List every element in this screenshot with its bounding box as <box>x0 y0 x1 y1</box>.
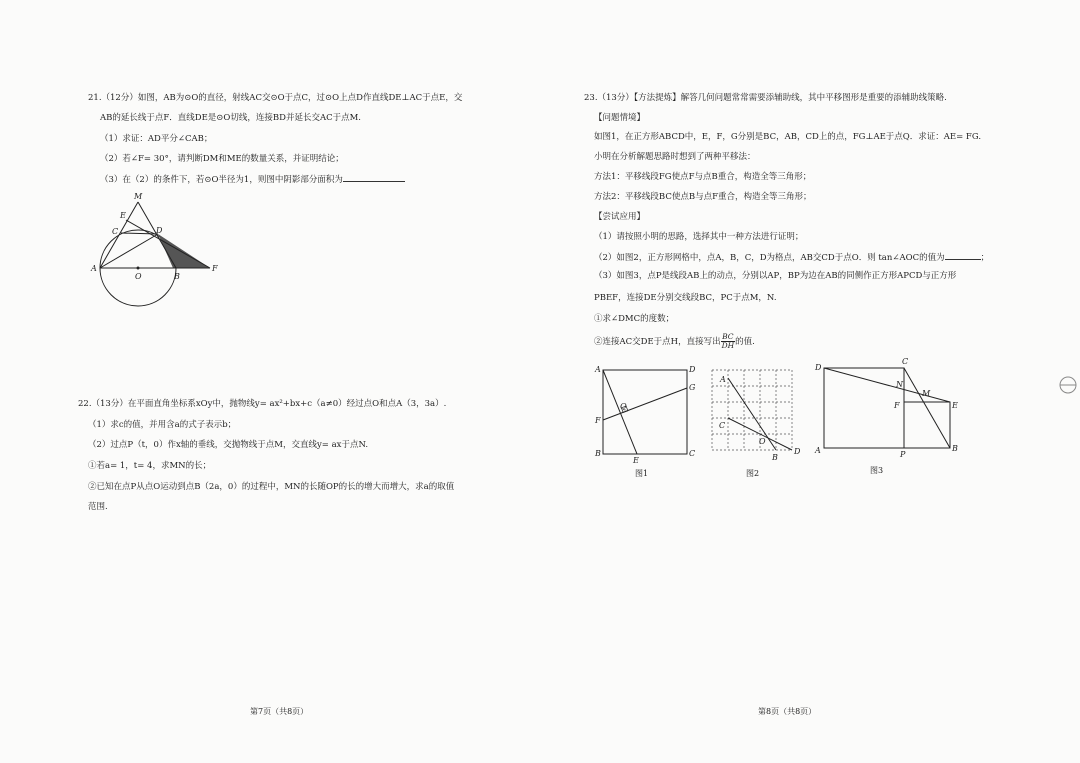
q23-title: 23.（13分）【方法提炼】解答几何问题常常需要添辅助线，其中平移图形是重要的添辅助线策略. <box>584 93 947 103</box>
figure-3 <box>812 357 972 460</box>
fig2-D: D <box>794 447 801 456</box>
fig1-A: A <box>595 365 601 374</box>
fig3-D: D <box>815 363 822 372</box>
q22-title: 22.（13分）在平面直角坐标系xOy中，抛物线y= ax²+bx+c（a≠0）经过点O和点A（3，3a）. <box>78 399 447 409</box>
q22-part2b: ②已知在点P从点O运动到点B（2a，0）的过程中，MN的长随OP的长的增大而增大，求a的取值 <box>88 482 455 492</box>
q21-part2: （2）若∠F= 30°，请判断DM和ME的数量关系，并证明结论； <box>100 154 344 164</box>
fig3-A: A <box>815 446 821 455</box>
fig3-caption: 图3 <box>870 466 884 475</box>
fraction-bc-dh <box>721 333 736 350</box>
q23-apply3-cont: PBEF，连接DE分别交线段BC，PC于点M，N. <box>594 293 777 303</box>
section-problem: 【问题情境】 <box>594 113 646 123</box>
fig1-F: F <box>595 416 601 425</box>
left-footer: 第7页（共8页） <box>250 707 309 716</box>
label-C: C <box>112 227 119 236</box>
q23-apply1: （1）请按照小明的思路，选择其中一种方法进行证明； <box>594 232 804 242</box>
fig1-B: B <box>595 449 601 458</box>
fig3-E: E <box>952 401 958 410</box>
label-M: M <box>134 192 143 201</box>
q21-figure <box>90 190 220 310</box>
fig2-B: B <box>772 453 778 462</box>
figure-1 <box>595 366 705 466</box>
label-B: B <box>174 272 180 281</box>
label-O: O <box>135 272 142 281</box>
label-E: E <box>120 211 126 220</box>
right-page <box>540 0 1080 763</box>
fig3-N: N <box>896 380 903 389</box>
q23-apply3-ii <box>594 333 755 350</box>
q21-part1: （1）求证：AD平分∠CAB； <box>100 134 213 144</box>
fig1-caption: 图1 <box>635 469 649 478</box>
q23-apply3-ii-pre: ②连接AC交DE于点H，直接写出 <box>594 337 721 347</box>
fig3-F: F <box>894 401 900 410</box>
fig1-G: G <box>689 383 696 392</box>
q23-context2: 小明在分析解题思路时想到了两种平移法： <box>594 152 756 162</box>
section-apply: 【尝试应用】 <box>594 212 646 222</box>
q23-context1: 如图1，在正方形ABCD中，E，F，G分别是BC，AB，CD上的点，FG⊥AE于点Q．求证：AE= FG. <box>594 132 982 142</box>
q22-part2: （2）过点P（t，0）作x轴的垂线，交抛物线于点M，交直线y= ax于点N. <box>88 440 369 450</box>
fig3-C: C <box>902 357 909 366</box>
fig2-A: A <box>720 375 726 384</box>
fig2-O: O <box>759 437 766 446</box>
label-A: A <box>91 264 97 273</box>
fig2-caption: 图2 <box>746 469 760 478</box>
label-F: F <box>212 264 218 273</box>
q22-part2a: ①若a= 1，t= 4，求MN的长； <box>88 461 212 471</box>
q21-part3-text: （3）在（2）的条件下，若⊙O半径为1，则图中阴影部分面积为 <box>100 175 343 185</box>
fig1-D: D <box>689 365 696 374</box>
q23-method2: 方法2：平移线段BC使点B与点F重合，构造全等三角形； <box>594 192 812 202</box>
q21-title: 21.（12分）如图，AB为⊙O的直径，射线AC交⊙O于点C，过⊙O上点D作直线DE⊥AC于点E，交 <box>88 93 463 103</box>
q23-apply2 <box>594 251 989 264</box>
fig1-C: C <box>689 449 696 458</box>
q21-line2: AB的延长线于点F．直线DE是⊙O切线，连接BD并延长交AC于点M. <box>100 113 362 123</box>
q22-part1: （1）求c的值，并用含a的式子表示b； <box>88 420 237 430</box>
answer-blank <box>343 173 405 182</box>
q23-apply2-text: （2）如图2，正方形网格中，点A，B，C，D为格点，AB交CD于点O．则 tan∠AOC的值为 <box>594 253 945 263</box>
crosshair-mark-icon <box>1058 375 1078 395</box>
fig1-E: E <box>633 456 639 465</box>
fig3-B: B <box>952 444 958 453</box>
q23-method1: 方法1：平移线段FG使点F与点B重合，构造全等三角形； <box>594 172 812 182</box>
fraction-denominator: DH <box>721 341 735 350</box>
label-D: D <box>156 226 163 235</box>
fig2-C: C <box>719 421 726 430</box>
fig3-M: M <box>922 389 931 398</box>
q23-apply3-ii-post: 的值. <box>735 337 755 347</box>
figure-2 <box>710 366 810 466</box>
fig3-P: P <box>900 450 906 459</box>
answer-blank <box>945 251 981 260</box>
q23-apply3-i: ①求∠DMC的度数； <box>594 314 675 324</box>
q23-apply3: （3）如图3，点P是线段AB上的动点，分别以AP，BP为边在AB的同侧作正方形APCD与正方形 <box>594 271 957 281</box>
fraction-numerator: BC <box>722 332 734 341</box>
fig1-Q: Q <box>620 402 627 411</box>
q23-apply2-end: ； <box>980 253 990 263</box>
right-footer: 第8页（共8页） <box>758 707 817 716</box>
q21-part3 <box>100 173 405 186</box>
q22-part2b-cont: 范围. <box>88 502 108 512</box>
